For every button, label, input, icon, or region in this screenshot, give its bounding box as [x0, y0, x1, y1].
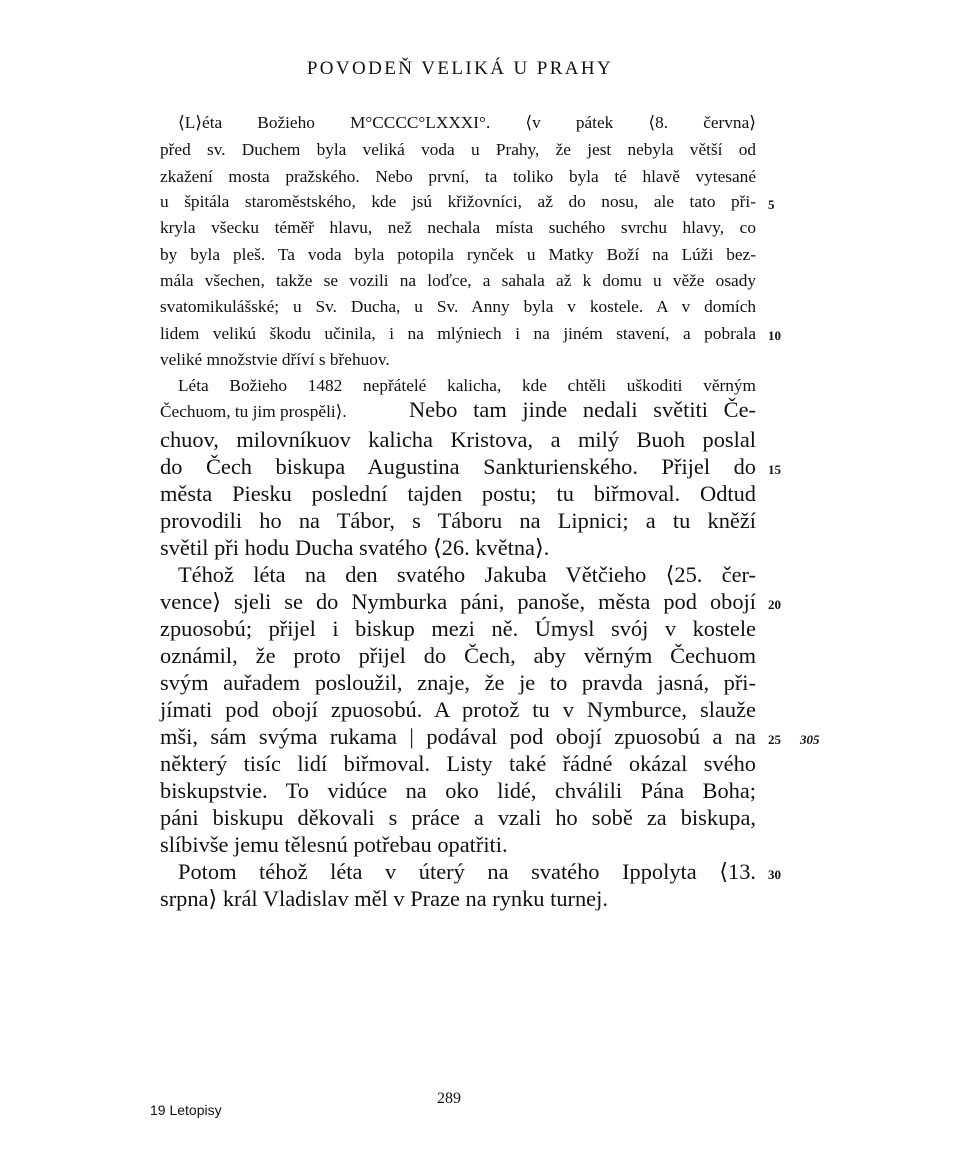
text-line: zpuosobú; přijel i biskup mezi ně. Úmysl svój v kostele: [160, 616, 756, 641]
text-line: mála všechen, takže se vozili na loďce, a sahala až k domu u věže osady: [160, 271, 756, 290]
text-line: Potom téhož léta v úterý na svatého Ippolyta ⟨13.: [178, 859, 756, 884]
text-line: Téhož léta na den svatého Jakuba Větčieho ⟨25. čer-: [178, 562, 756, 587]
text-line: ⟨L⟩éta Božieho M°CCCC°LXXXI°. ⟨v pátek ⟨8. června⟩: [178, 113, 756, 132]
text-line: kryla všecku téměř hlavu, než nechala místa suchého svrchu hlavy, co: [160, 218, 756, 237]
text-line: slíbivše jemu tělesnú potřebau opatřiti.: [160, 832, 508, 857]
text-line: před sv. Duchem byla veliká voda u Prahy, že jest nebyla větší od: [160, 140, 756, 159]
text-line: jímati pod obojí zpuosobú. A protož tu v Nymburce, slauže: [160, 697, 756, 722]
text-line: mši, sám svýma rukama | podával pod obojí zpuosobú a na: [160, 724, 756, 749]
side-page-number: 305: [800, 732, 820, 747]
page-number: 289: [437, 1090, 461, 1107]
text-line: do Čech biskupa Augustina Sankturienského. Přijel do: [160, 454, 756, 479]
line-number: 10: [768, 328, 781, 343]
text-line: některý tisíc lidí biřmoval. Listy také řádné okázal svého: [160, 751, 756, 776]
text-line: srpna⟩ král Vladislav měl v Praze na rynku turnej.: [160, 886, 608, 911]
line-number: 30: [768, 867, 781, 882]
line-number: 15: [768, 462, 781, 477]
text-line: Čechuom, tu jim prospěli⟩.: [160, 402, 347, 421]
line-number: 20: [768, 597, 781, 612]
text-line: vence⟩ sjeli se do Nymburka páni, panoše, města pod obojí: [160, 589, 756, 614]
text-line: oznámil, že proto přijel do Čech, aby věrným Čechuom: [160, 643, 756, 668]
text-line: svým auřadem posloužil, znaje, že je to pravda jasná, při-: [160, 670, 756, 695]
signature-mark: 19 Letopisy: [150, 1102, 222, 1118]
text-line: chuov, milovníkuov kalicha Kristova, a milý Buoh poslal: [160, 427, 756, 452]
text-line: u špitála staroměstského, kde jsú křižovníci, až do nosu, ale tato při-: [160, 192, 756, 211]
text-line: páni biskupu děkovali s práce a vzali ho sobě za biskupa,: [160, 805, 756, 830]
text-line: svatomikulášské; u Sv. Ducha, u Sv. Anny byla v kostele. A v domích: [160, 297, 756, 316]
line-number: 25: [768, 732, 781, 747]
text-line: by byla pleš. Ta voda byla potopila rynček u Matky Boží na Lúži bez-: [160, 245, 756, 264]
running-header: POVODEŇ VELIKÁ U PRAHY: [306, 58, 614, 79]
text-line: provodili ho na Tábor, s Táboru na Lipnici; a tu kněží: [160, 508, 756, 533]
text-line: Léta Božieho 1482 nepřátelé kalicha, kde chtěli uškoditi věrným: [178, 376, 756, 395]
text-line: zkažení mosta pražského. Nebo první, ta toliko byla té hlavě vytesané: [160, 167, 756, 186]
text-line: města Piesku poslední tajden postu; tu biřmoval. Odtud: [160, 481, 756, 506]
line-number: 5: [768, 197, 775, 212]
text-line: biskupstvie. To vidúce na oko lidé, chválili Pána Boha;: [160, 778, 756, 803]
text-line: světil při hodu Ducha svatého ⟨26. května⟩.: [160, 535, 550, 560]
text-line: Nebo tam jinde nedali světiti Če-: [409, 397, 756, 422]
text-line: lidem velikú škodu učinila, i na mlýniech i na jiném stavení, a pobrala: [160, 324, 756, 343]
text-line: veliké množstvie dříví s břehuov.: [160, 350, 390, 369]
